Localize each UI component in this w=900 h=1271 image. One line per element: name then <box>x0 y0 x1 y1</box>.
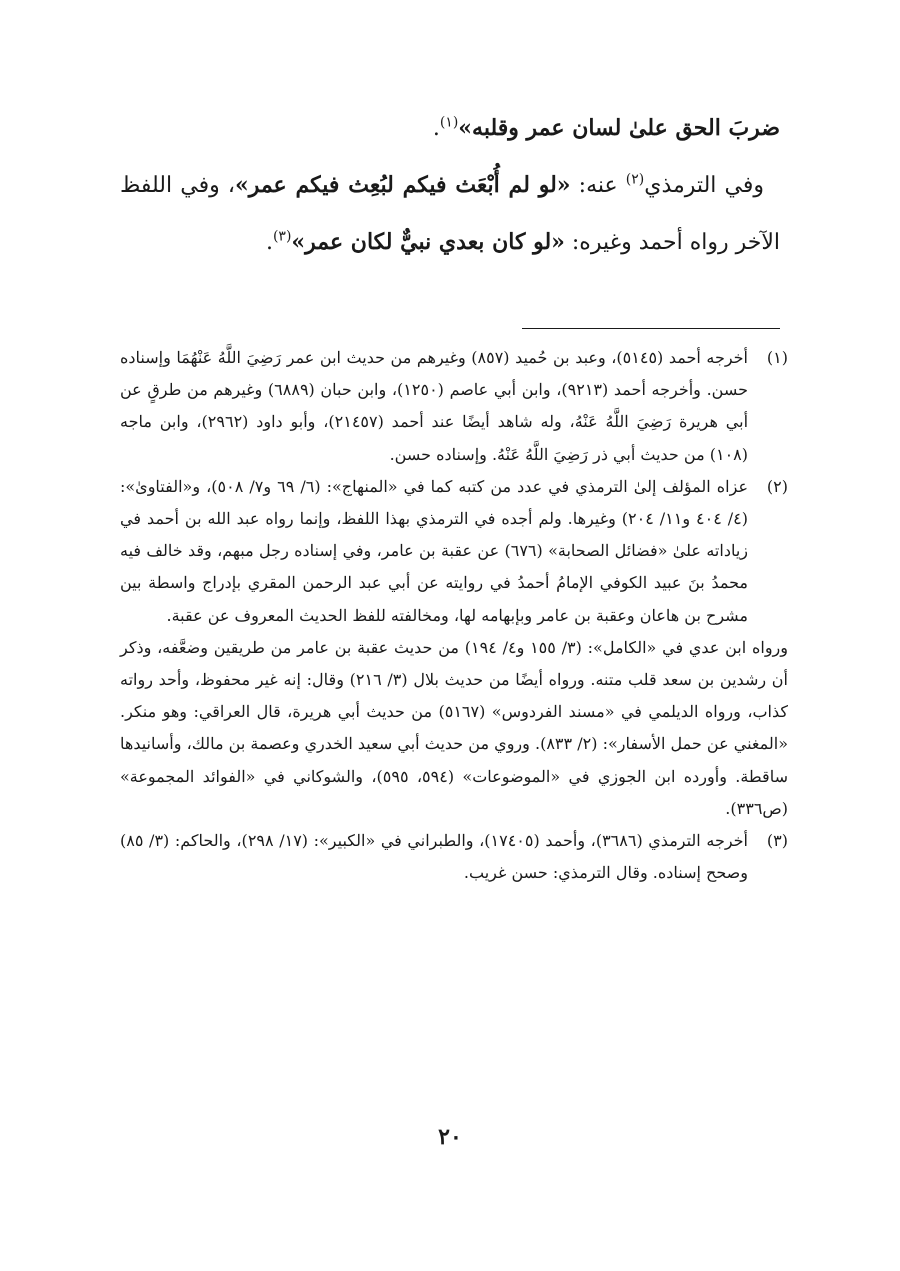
paragraph-1-end: . <box>432 116 440 141</box>
footnote-2-continued <box>120 632 788 825</box>
paragraph-2-end: . <box>265 230 273 255</box>
footnote-1 <box>120 342 788 471</box>
footnotes <box>120 342 788 889</box>
paragraph-2-text-b: عنه: <box>570 173 626 198</box>
footnote-text: أخرجه الترمذي (٣٦٨٦)، وأحمد (١٧٤٠٥)، والطبراني في «الكبير»: (١٧/ ٢٩٨)، والحاكم: (٣/ ٨٥) وصحح إسناده. وقال الترمذي: حسن غريب. <box>120 831 748 883</box>
hadith-quote-2: «لو لم أُبْعَث فيكم لبُعِث فيكم عمر» <box>234 172 571 198</box>
footnote-ref-1[interactable]: (١) <box>439 114 459 131</box>
paragraph-2-text-c: ، وفي اللفظ الآخر رواه أحمد وغيره: <box>120 173 780 255</box>
footnote-text: عزاه المؤلف إلىٰ الترمذي في عدد من كتبه كما في «المنهاج»: (٦/ ٦٩ و٧/ ٥٠٨)، و«الفتاوىٰ»: (٤/ ٤٠٤ و١١/ ٢٠٤) وغيرها. ولم أجده في الترمذي بهذا اللفظ، وإنما رواه عبد الله بن أحمد في زياداته علىٰ «فضائل الصحابة» (٦٧٦) عن عقبة بن عامر، وفي إسناده رجل مبهم، وقد خالف فيه محمدُ بنَ عبيد الكوفي الإمامُ أحمدُ في روايته عن أبي عبد الرحمن المقري بإدراج واسطة بين مشرح بن هاعان وعقبة بن عامر وبإبهامه لها، ومخالفته للفظ الحديث المعروف عن عقبة. <box>120 476 748 625</box>
footnote-divider <box>522 328 780 329</box>
paragraph-1 <box>120 100 780 157</box>
footnote-ref-2[interactable]: (٢) <box>625 171 645 188</box>
footnote-2 <box>120 471 788 632</box>
page-number: ٢٠ <box>438 1124 462 1150</box>
footnote-ref-3[interactable]: (٣) <box>272 228 292 245</box>
paragraph-2-text-a: وفي الترمذي <box>644 173 764 198</box>
footnote-number: (١) <box>766 348 788 367</box>
paragraph-2 <box>120 157 780 271</box>
footnote-3 <box>120 825 788 889</box>
footnote-continuation-text: ورواه ابن عدي في «الكامل»: (٣/ ١٥٥ و٤/ ١٩٤) من حديث عقبة بن عامر من طريقين وضعَّفه، وذكر أن رشدين بن سعد قلب متنه. ورواه أيضًا من حديث بلال (٣/ ٢١٦) وقال: إنه غير محفوظ، وأحد رواته كذاب، ورواه الديلمي في «مسند الفردوس» (٥١٦٧) من حديث أبي هريرة، قال العراقي: وهو منكر. «المغني عن حمل الأسفار»: (٢/ ٨٣٣). وروي من حديث أبي سعيد الخدري وعصمة بن مالك، وأسانيدها ساقطة. وأورده ابن الجوزي في «الموضوعات» (٥٩٤، ٥٩٥)، والشوكاني في «الفوائد المجموعة» (ص٣٣٦). <box>120 637 789 818</box>
hadith-quote-1: ضربَ الحق علىٰ لسان عمر وقلبه» <box>458 115 780 141</box>
footnote-number: (٢) <box>766 476 788 496</box>
main-text <box>120 100 780 271</box>
footnote-number: (٣) <box>766 831 788 851</box>
hadith-quote-3: «لو كان بعدي نبيٌّ لكان عمر» <box>291 229 565 255</box>
footnote-text: أخرجه أحمد (٥١٤٥)، وعبد بن حُميد (٨٥٧) وغيرهم من حديث ابن عمر رَضِيَ اللَّهُ عَنْهُمَا وإسناده حسن. وأخرجه أحمد (٩٢١٣)، وابن أبي عاصم (١٢٥٠)، وابن حبان (٦٨٨٩) وغيرهم من طرقٍ عن أبي هريرة رَضِيَ اللَّهُ عَنْهُ، وله شاهد أيضًا عند أحمد (٢١٤٥٧)، وأبو داود (٢٩٦٢)، وابن ماجه (١٠٨) من حديث أبي ذر رَضِيَ اللَّهُ عَنْهُ. وإسناده حسن. <box>120 348 749 464</box>
